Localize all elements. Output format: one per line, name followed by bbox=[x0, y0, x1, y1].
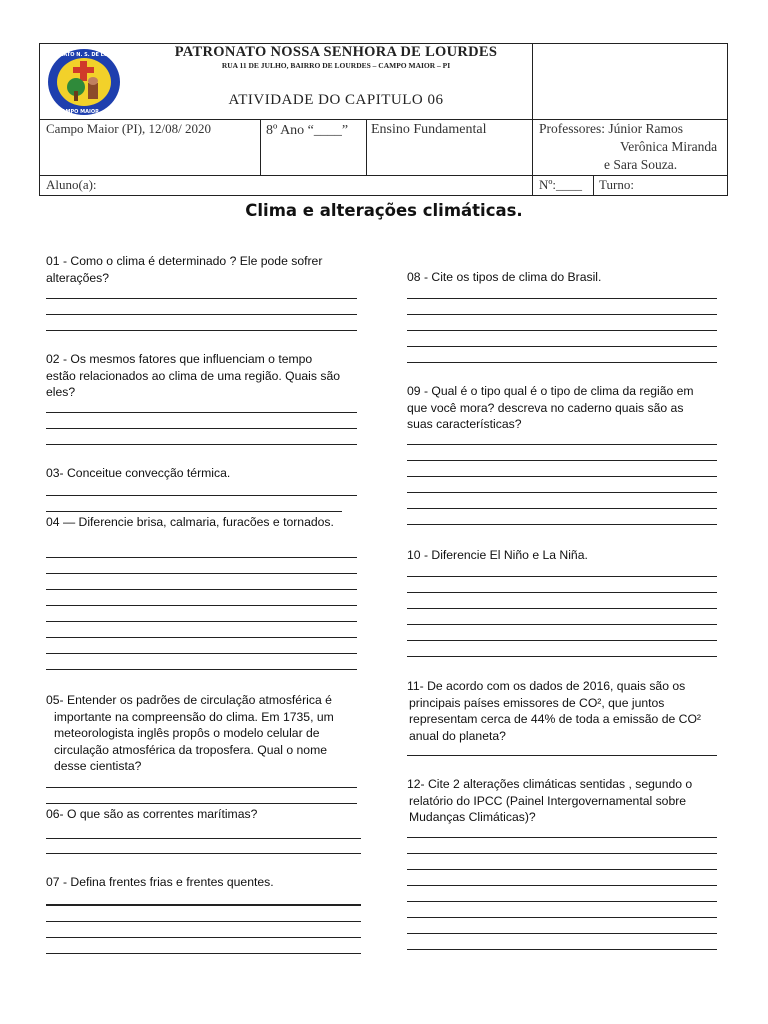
question-11: 11- De acordo com os dados de 2016, quais são os principais países emissores de CO², que juntos representam cerca de 44% de toda a emissão de CO² anual do planeta? bbox=[407, 679, 701, 743]
question-01: 01 - Como o clima é determinado ? Ele pode sofrer alterações? bbox=[46, 254, 323, 285]
answer-line[interactable] bbox=[407, 476, 717, 477]
answer-line[interactable] bbox=[46, 637, 357, 638]
answer-line[interactable] bbox=[407, 346, 717, 347]
answer-line[interactable] bbox=[407, 949, 717, 950]
answer-line[interactable] bbox=[407, 314, 717, 315]
answer-line[interactable] bbox=[407, 933, 717, 934]
school-logo bbox=[41, 47, 127, 117]
answer-line[interactable] bbox=[407, 853, 717, 854]
answer-line[interactable] bbox=[46, 495, 357, 496]
answer-line[interactable] bbox=[46, 428, 357, 429]
answer-line[interactable] bbox=[407, 576, 717, 577]
answer-line[interactable] bbox=[407, 460, 717, 461]
answer-line[interactable] bbox=[46, 621, 357, 622]
answer-line[interactable] bbox=[407, 608, 717, 609]
question-08: 08 - Cite os tipos de clima do Brasil. bbox=[407, 270, 602, 284]
number-label[interactable]: Nº:____ bbox=[539, 177, 583, 192]
teacher-name: Verônica Miranda bbox=[620, 139, 718, 154]
school-name: PATRONATO NOSSA SENHORA DE LOURDES bbox=[174, 44, 498, 60]
school-address: RUA 11 DE JULHO, BAIRRO DE LOURDES – CAMPO MAIOR – PI bbox=[221, 61, 451, 70]
answer-line[interactable] bbox=[46, 653, 357, 654]
answer-line[interactable] bbox=[407, 640, 717, 641]
answer-line[interactable] bbox=[46, 557, 357, 558]
answer-line[interactable] bbox=[407, 656, 717, 657]
answer-line[interactable] bbox=[407, 444, 717, 445]
answer-line[interactable] bbox=[46, 412, 357, 413]
answer-line[interactable] bbox=[46, 444, 357, 445]
teacher-name: e Sara Souza. bbox=[604, 157, 678, 172]
question-02: 02 - Os mesmos fatores que influenciam o tempo estão relacionados ao clima de uma região. Quais são eles? bbox=[46, 352, 341, 399]
answer-line[interactable] bbox=[46, 787, 357, 788]
activity-title: ATIVIDADE DO CAPITULO 06 bbox=[228, 92, 444, 108]
question-09: 09 - Qual é o tipo qual é o tipo de clima da região em que você mora? descreva no caderno quais são as suas características? bbox=[407, 384, 694, 431]
answer-line[interactable] bbox=[46, 605, 357, 606]
header-col-divider bbox=[593, 175, 594, 196]
answer-line[interactable] bbox=[46, 669, 357, 670]
answer-line[interactable] bbox=[46, 838, 361, 839]
answer-line[interactable] bbox=[46, 921, 361, 922]
page-title: Clima e alterações climáticas. bbox=[245, 201, 523, 220]
header-col-divider bbox=[532, 44, 533, 196]
shift-label[interactable]: Turno: bbox=[599, 177, 634, 192]
answer-line[interactable] bbox=[46, 314, 357, 315]
answer-line[interactable] bbox=[407, 917, 717, 918]
header-col-divider bbox=[260, 119, 261, 175]
answer-line[interactable] bbox=[407, 837, 717, 838]
answer-line[interactable] bbox=[46, 853, 361, 854]
answer-line[interactable] bbox=[46, 589, 357, 590]
answer-line[interactable] bbox=[407, 298, 717, 299]
question-05: 05- Entender os padrões de circulação atmosférica é importante na compreensão do clima. Em 1735, um meteorologista inglês propôs o modelo celular de circulação atmosférica da troposfera. Qual o nome desse cientista? bbox=[46, 693, 334, 773]
answer-line[interactable] bbox=[407, 492, 717, 493]
header-row-divider bbox=[40, 175, 727, 176]
question-04: 04 — Diferencie brisa, calmaria, furacões e tornados. bbox=[46, 515, 334, 529]
answer-line[interactable] bbox=[46, 904, 361, 906]
answer-line[interactable] bbox=[407, 755, 717, 756]
grade-field: 8º Ano “____” bbox=[266, 123, 349, 138]
answer-line[interactable] bbox=[407, 592, 717, 593]
question-07: 07 - Defina frentes frias e frentes quentes. bbox=[46, 875, 274, 889]
answer-line[interactable] bbox=[407, 362, 717, 363]
logo-top-text: PATRONATO N. S. DE LOURDES bbox=[41, 52, 127, 58]
question-03: 03- Conceitue convecção térmica. bbox=[46, 466, 231, 480]
answer-line[interactable] bbox=[407, 508, 717, 509]
answer-line[interactable] bbox=[46, 330, 357, 331]
answer-line[interactable] bbox=[407, 885, 717, 886]
question-06: 06- O que são as correntes marítimas? bbox=[46, 807, 258, 821]
question-12: 12- Cite 2 alterações climáticas sentidas , segundo o relatório do IPCC (Painel Intergovernamental sobre Mudanças Climáticas)? bbox=[407, 777, 693, 824]
answer-line[interactable] bbox=[407, 901, 717, 902]
answer-line[interactable] bbox=[46, 953, 361, 954]
answer-line[interactable] bbox=[46, 937, 361, 938]
student-label[interactable]: Aluno(a): bbox=[46, 177, 97, 192]
date-field: Campo Maior (PI), 12/08/ 2020 bbox=[46, 121, 212, 136]
header-row-divider bbox=[40, 119, 727, 120]
answer-line[interactable] bbox=[46, 298, 357, 299]
question-10: 10 - Diferencie El Niño e La Niña. bbox=[407, 548, 588, 562]
answer-line[interactable] bbox=[46, 511, 342, 512]
answer-line[interactable] bbox=[407, 624, 717, 625]
header-col-divider bbox=[366, 119, 367, 175]
teachers-label: Professores: Júnior Ramos bbox=[539, 121, 683, 136]
answer-line[interactable] bbox=[407, 869, 717, 870]
logo-bottom-text: CAMPO MAIOR - PI bbox=[57, 109, 111, 115]
answer-line[interactable] bbox=[407, 330, 717, 331]
answer-line[interactable] bbox=[46, 573, 357, 574]
answer-line[interactable] bbox=[46, 803, 357, 804]
level-field: Ensino Fundamental bbox=[371, 122, 487, 137]
answer-line[interactable] bbox=[407, 524, 717, 525]
